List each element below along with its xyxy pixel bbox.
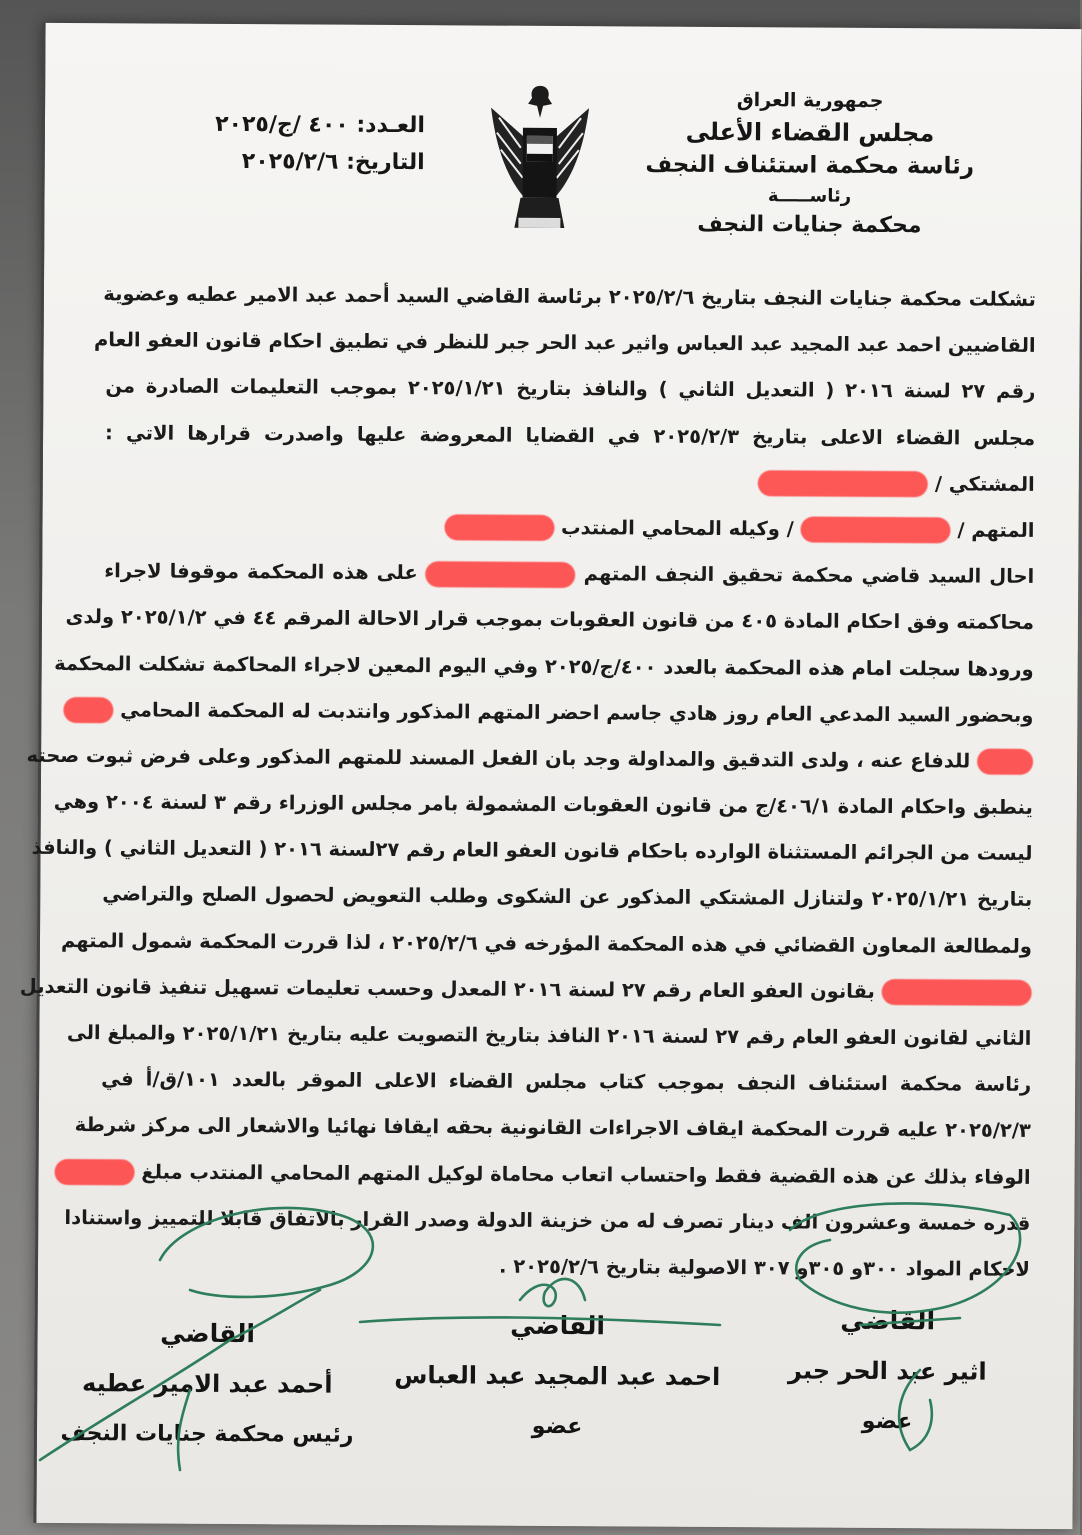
- redacted-name: [54, 1159, 134, 1185]
- body-line: مجلس القضاء الاعلى بتاريخ ٢٠٢٥/٢/٣ في القضايا المعروضة عليها واصدرت قرارها الاتي :: [105, 420, 1036, 450]
- signature-title: القاضي: [840, 1305, 936, 1336]
- body-line: ليست من الجرائم المستثناة الوارده باحكام قانون العفو العام رقم ٢٧لسنة ٢٠١٦ ( التعديل الثاني ) والنافذ: [31, 836, 1033, 866]
- lawyer-line: [103, 687, 1033, 739]
- signature-role: عضو: [861, 1408, 913, 1435]
- body-line: قدره خمسة وعشرون الف دينار تصرف له من خزينة الدولة وصدر القرار بالاتفاق قابلا للتمييز واستنادا: [64, 1205, 1031, 1235]
- signature-name: اثير عبد الحر جبر: [787, 1356, 987, 1386]
- body-line: ٢٠٢٥/٢/٣ عليه قررت المحكمة ايقاف الاجراءات القانونية بحقه ايقافا نهائيا والاشعار الى مركز شرطة: [74, 1113, 1031, 1143]
- signature-member-2: [757, 1305, 1018, 1435]
- body-line: رقم ٢٧ لسنة ٢٠١٦ ( التعديل الثاني ) والنافذ بتاريخ ٢٠٢٥/١/٢١ بموجب التعليمات الصادرة من: [105, 374, 1036, 404]
- signature-title: القاضي: [160, 1318, 256, 1349]
- redacted-name: [801, 517, 951, 544]
- body-line: القاضيين احمد عبد المجيد عبد العباس واثير عبد الحر جبر للنظر في تطبيق احكام قانون العفو العام: [93, 328, 1036, 358]
- council-name: مجلس القضاء الأعلى: [685, 117, 935, 147]
- signature-role: رئيس محكمة جنايات النجف: [60, 1420, 354, 1448]
- body-line: لاحكام المواد ٣٠٠و ٣٠٥و ٣٠٧ الاصولية بتاريخ ٢٠٢٥/٢/٦ .: [499, 1254, 1031, 1281]
- body-line: ينطبق واحكام المادة ٤٠٦/١/ج من قانون العقوبات المشمولة بامر مجلس الوزراء رقم ٣ لسنة ٢٠٠٤ وهي: [53, 789, 1033, 819]
- body-line: محاكمته وفق احكام المادة ٤٠٥ من قانون العقوبات بموجب قرار الاحالة المرقم ٤٤ في ٢٠٢٥/١/٢ ولدى: [65, 605, 1035, 635]
- body-line: الثاني لقانون العفو العام رقم ٢٧ لسنة ٢٠١٦ النافذ بتاريخ التصويت عليه بتاريخ ٢٠٢٥/١/٢١ والمبلغ الى: [66, 1021, 1032, 1050]
- republic-name: جمهورية العراق: [736, 89, 884, 112]
- redacted-name: [426, 561, 576, 588]
- body-line: بتاريخ ٢٠٢٥/١/٢١ ولتنازل المشتكي المذكور عن الشكوى وطلب التعويض لحصول الصلح والتراضي: [102, 882, 1033, 912]
- court-document: [19, 23, 1081, 1529]
- defense-lawyer-label: / وكيله المحامي المنتدب: [560, 515, 794, 541]
- redacted-name: [444, 515, 554, 542]
- court-name: محكمة جنايات النجف: [697, 211, 922, 238]
- body-line: تشكلت محكمة جنايات النجف بتاريخ ٢٠٢٥/٢/٦ برئاسة القاضي السيد أحمد عبد الامير عطيه وعضوية: [103, 282, 1036, 311]
- amnesty-line: [19, 964, 1032, 1016]
- defense-line: [26, 733, 1033, 785]
- complainant-label: المشتكي /: [934, 472, 1035, 496]
- signature-name: أحمد عبد الامير عطيه: [81, 1369, 333, 1399]
- body-line-text: بقانون العفو العام رقم ٢٧ لسنة ٢٠١٦ المعدل وحسب تعليمات تسهيل تنفيذ قانون التعديل: [19, 974, 875, 1003]
- body-line-text: الوفاء بذلك عن هذه القضية فقط واحتساب اتعاب محاماة لوكيل المتهم المحامي المنتدب مبلغ: [141, 1160, 1031, 1189]
- body-line-text: وبحضور السيد المدعي العام روز هادي جاسم احضر المتهم المذكور وانتدبت له المحكمة المحامي: [120, 698, 1034, 727]
- signature-president: [57, 1318, 358, 1448]
- letterhead: [644, 87, 975, 243]
- fees-line: [100, 1149, 1030, 1201]
- iraq-eagle-emblem-icon: [484, 78, 595, 249]
- redacted-name: [63, 697, 113, 723]
- body-line: ورودها سجلت امام هذه المحكمة بالعدد ٤٠٠/ج/٢٠٢٥ وفي اليوم المعين لاجراء المحاكمة تشكلت المحكمة: [54, 651, 1034, 681]
- redacted-name: [758, 470, 928, 497]
- complainant-line: [105, 456, 1035, 508]
- decision-body: [19, 271, 1036, 1293]
- accused-label: المتهم /: [957, 518, 1035, 542]
- signature-role: عضو: [531, 1413, 583, 1440]
- case-number: العـدد: ٤٠٠ /ج/٢٠٢٥: [215, 111, 426, 139]
- accused-line: [104, 502, 1034, 554]
- signature-name: احمد عبد المجيد عبد العباس: [394, 1361, 721, 1392]
- redacted-name: [977, 749, 1033, 775]
- signature-member-1: [377, 1310, 738, 1440]
- reference-block: [195, 106, 425, 182]
- case-date: التاريخ: ٢٠٢٥/٢/٦: [241, 149, 425, 176]
- referral-suffix: على هذه المحكمة موقوفا لاجراء: [104, 559, 418, 585]
- presidency-label: رئاســـــة: [767, 184, 852, 207]
- redacted-name: [882, 979, 1032, 1006]
- body-line: ولمطالعة المعاون القضائي في هذه المحكمة المؤرخه في ٢٠٢٥/٢/٦ ، لذا قررت المحكمة شمول المتهم: [60, 928, 1033, 958]
- signature-title: القاضي: [510, 1310, 606, 1341]
- referral-line: [104, 548, 1034, 600]
- body-line-text: للدفاع عنه ، ولدى التدقيق والمداولة وجد بان الفعل المسند للمتهم المذكور وعلى فرض ثبوت صحته: [26, 743, 971, 773]
- referral-text: احال السيد قاضي محكمة تحقيق النجف المتهم: [583, 562, 1035, 589]
- appeal-presidency: رئاسة محكمة استئناف النجف: [645, 151, 975, 180]
- body-line: رئاسة محكمة استئناف النجف بموجب كتاب مجلس القضاء الاعلى الموقر بالعدد ١٠١/ق/أ في: [101, 1067, 1032, 1097]
